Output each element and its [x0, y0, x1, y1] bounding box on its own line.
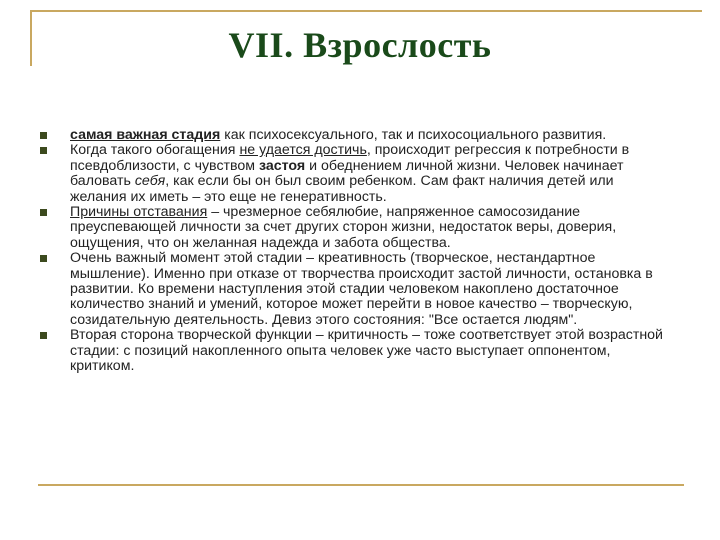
slide-title: VII. Взрослость [228, 25, 492, 65]
bullet-text-segment: , происходит регрессия к потребности в псевдоблизости, с чувством [70, 142, 630, 174]
bullet-item [40, 128, 670, 143]
bullet-square-icon [40, 209, 47, 216]
bullet-text-segment: Очень важный момент этой стадии – креативность (творческое, нестандартное мышление). Именно при отказе от творчества происходит застой личности, остановка в развитии. Ко времени наступления этой стадии человеком накоплено достаточное количество знаний и умений, которое может перейти в новое качество – творческую, созидательную деятельность. Девиз этого состояния: "Все остается людям". [70, 250, 653, 328]
bullet-text-segment: , как если бы он был своим ребенком. Сам факт наличия детей или желания их иметь – это еще не генеративность. [70, 173, 614, 205]
bullet-text-segment: Вторая сторона творческой функции – критичность – тоже соответствует этой возрастной стадии: с позиций накопленного опыта человек уже часто выступает оппонентом, критиком. [70, 327, 663, 375]
bullet-text-segment: Когда такого обогащения [70, 142, 240, 159]
bullet-text-segment: не удается достичь [239, 142, 367, 159]
bullet-text-segment: – чрезмерное себялюбие, напряженное самосозидание преуспевающей личности за счет других сторон жизни, недостаток веры, доверия, ощущения, что он желанная надежда и забота общества. [70, 204, 617, 251]
bullet-text-segment: самая важная стадия [70, 127, 221, 143]
bullet-square-icon [40, 132, 47, 139]
frame-bottom-border [38, 484, 684, 486]
bullet-list [40, 128, 670, 375]
bullet-item [40, 328, 670, 374]
bullet-square-icon [40, 332, 47, 339]
bullet-text-segment: и обеднением личной жизни. Человек начинает баловать [70, 157, 624, 190]
bullet-text-segment: застоя [259, 157, 306, 174]
bullet-text-segment: как психосексуального, так и психосоциального развития. [220, 127, 607, 143]
bullet-item [40, 205, 670, 251]
bullet-text-segment: Причины отставания [70, 204, 208, 221]
bullet-square-icon [40, 147, 47, 154]
bullet-text-segment: себя [134, 173, 166, 190]
bullet-item [40, 143, 670, 205]
bullet-item [40, 251, 670, 328]
bullet-square-icon [40, 255, 47, 262]
frame-top-border [30, 10, 702, 12]
